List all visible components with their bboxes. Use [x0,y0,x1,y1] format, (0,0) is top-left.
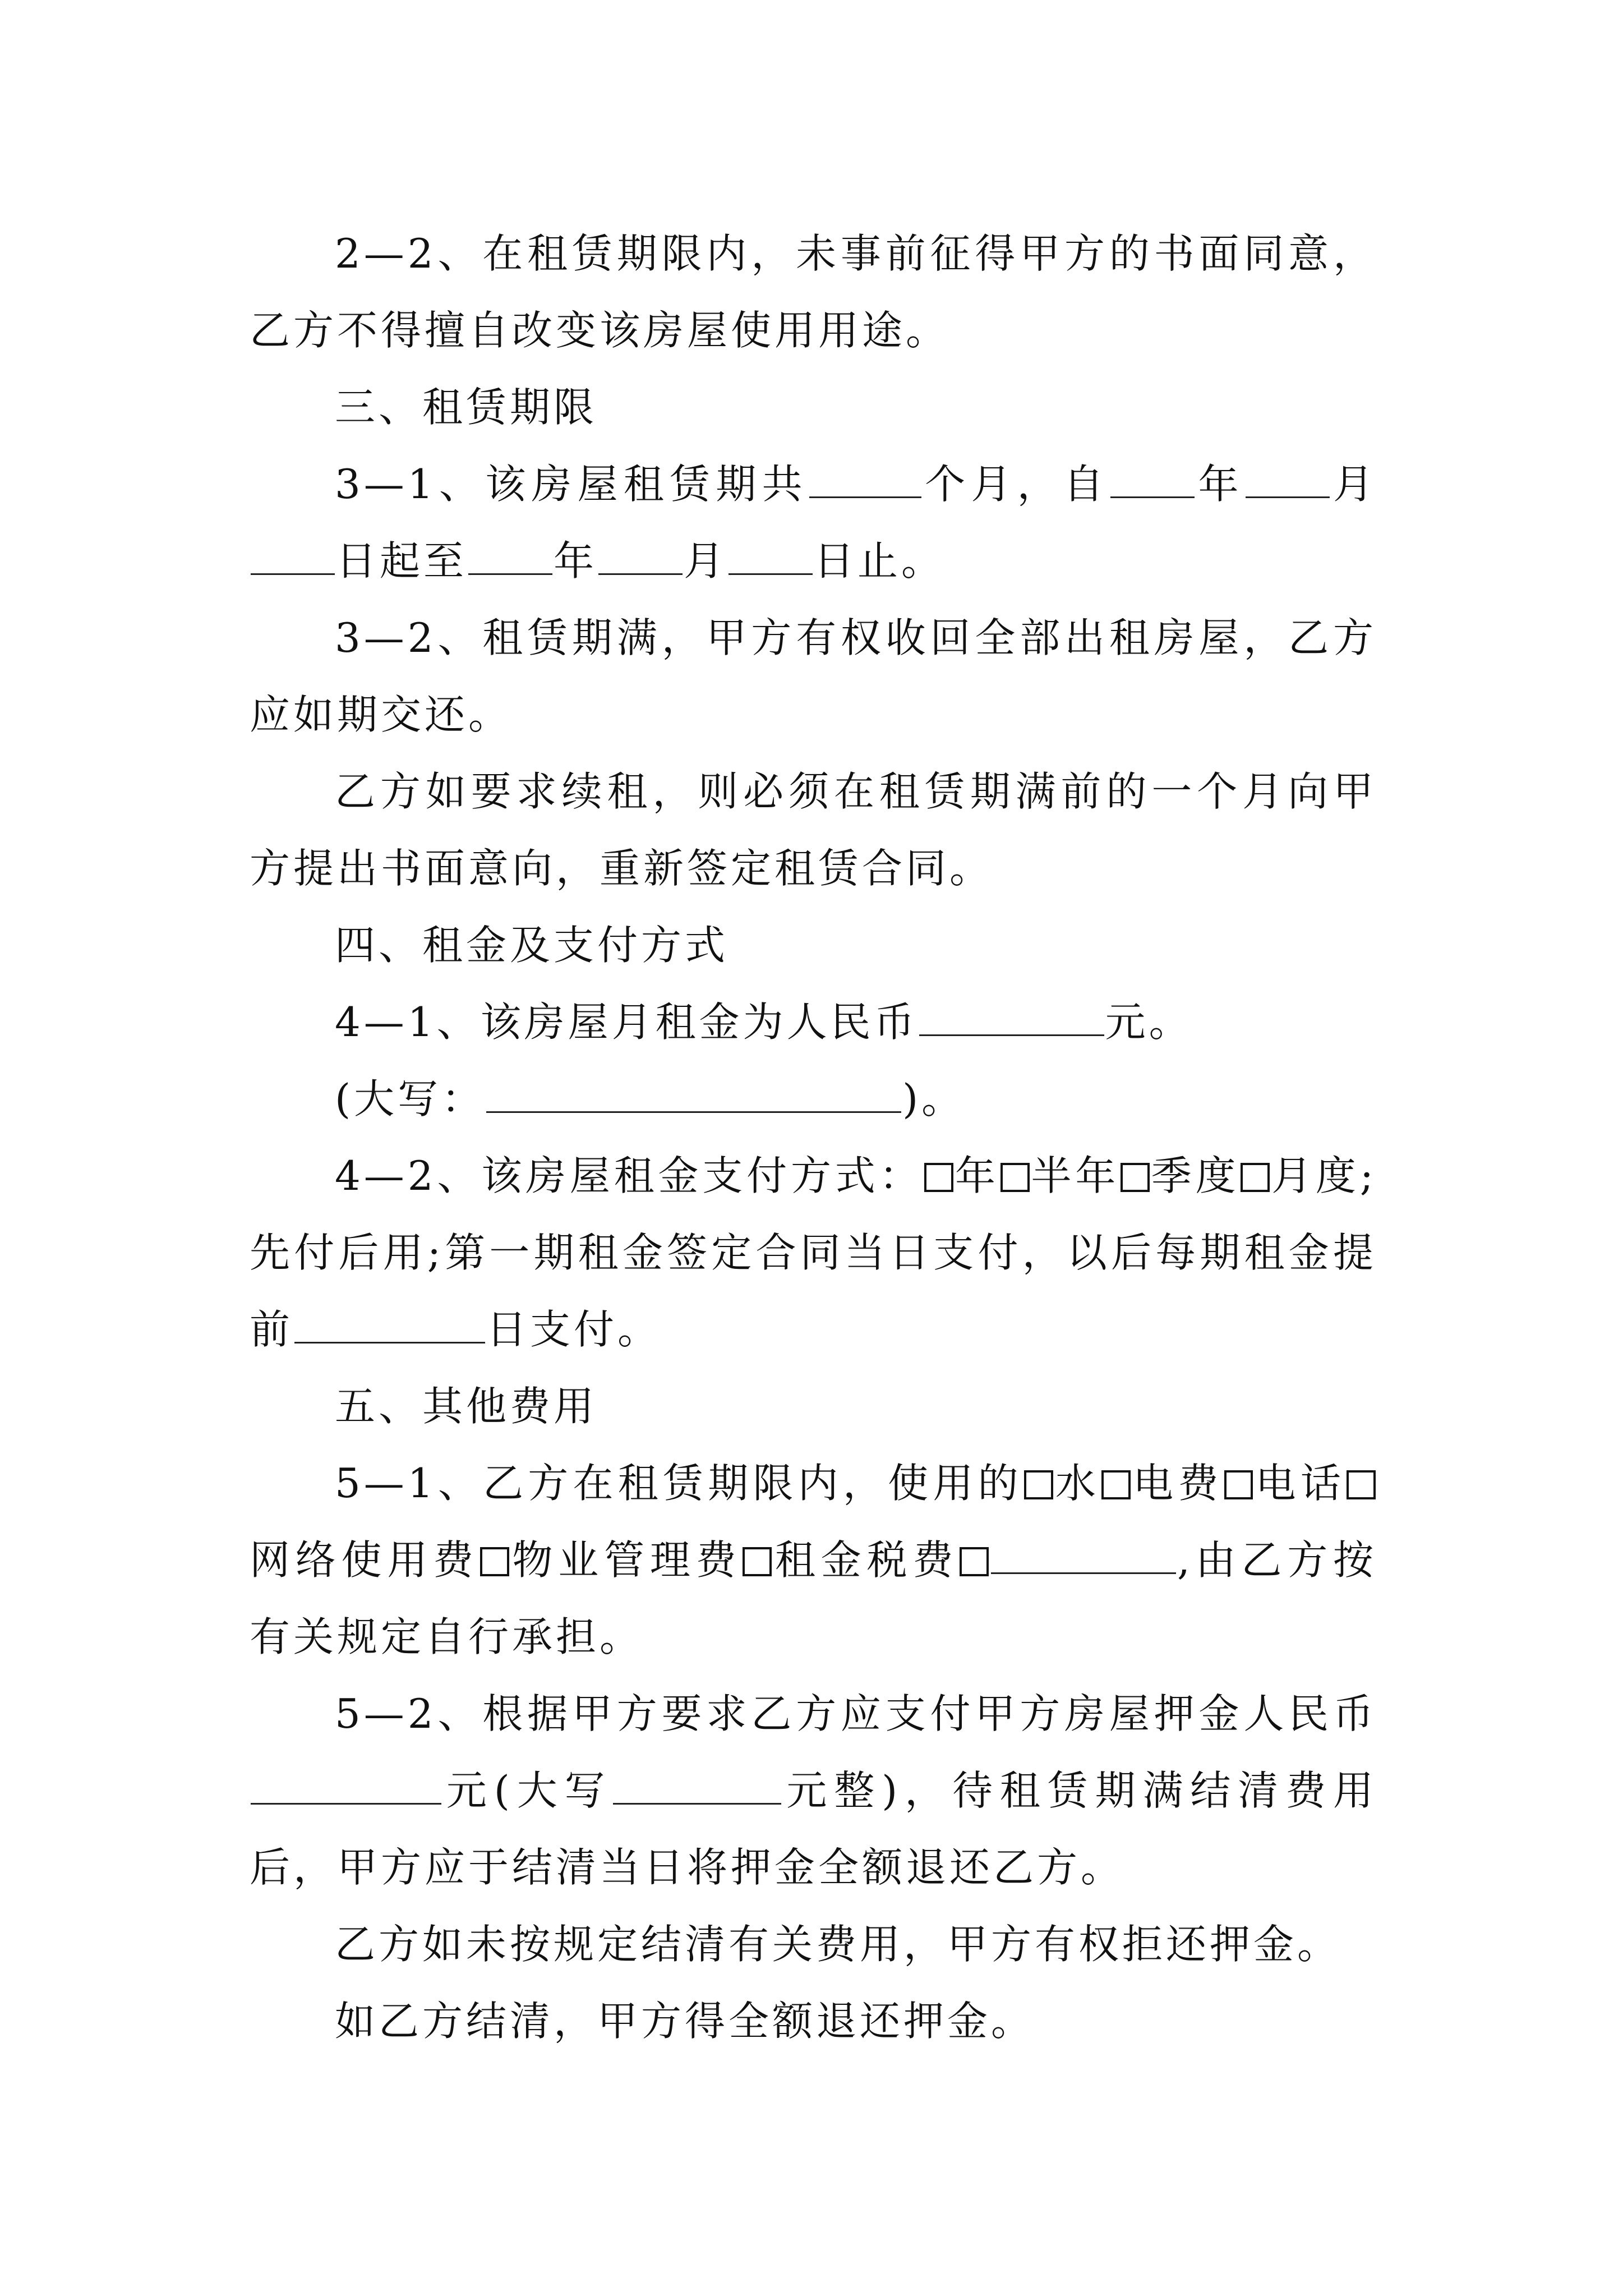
clause-3-2: 3—2、租赁期满，甲方有权收回全部出租房屋，乙方应如期交还。 [250,614,1377,738]
uppercase-amount-blank[interactable] [486,1079,901,1113]
clause-4-2-text: 日支付。 [486,1306,662,1353]
clause-5-2-text: 元整)，待租赁期满结清费用后，甲方应于结清当日将押金全额退还乙方。 [250,1767,1377,1891]
checkbox-quarterly[interactable] [1121,1163,1150,1192]
clause-3-1-text: 月 [1330,461,1377,508]
monthly-rent-blank[interactable] [919,1002,1104,1036]
clause-3-1-text: 日起至 [336,537,468,585]
end-month-blank[interactable] [598,541,683,575]
clause-5-2-text: 5—2、根据甲方要求乙方应支付甲方房屋押金人民币 [335,1690,1377,1737]
document-body [250,215,1377,2060]
deposit-amount-blank[interactable] [251,1770,441,1805]
checkbox-electricity[interactable] [1101,1470,1131,1499]
clause-5-1 [250,1445,1377,1676]
option-label: 物业管理费 [510,1536,742,1584]
deposit-refusal-clause: 乙方如未按规定结清有关费用，甲方有权拒还押金。 [335,1921,1341,1968]
clause-4-2-text: 4—2、该房屋租金支付方式： [335,1152,924,1199]
months-blank[interactable] [809,464,921,498]
start-day-blank[interactable] [251,541,335,575]
deposit-uppercase-blank[interactable] [613,1770,781,1805]
uppercase-label: )。 [902,1075,966,1122]
deposit-refund-clause: 如乙方结清，甲方得全额退还押金。 [335,1998,1035,2045]
clause-5-2-text: 元(大写 [442,1767,612,1814]
clause-5-2 [250,1676,1377,1906]
start-year-blank[interactable] [1110,464,1195,498]
clause-3-1-text: 月 [684,537,728,585]
checkbox-property-management[interactable] [480,1547,509,1576]
checkbox-telephone[interactable] [1224,1470,1253,1499]
start-month-blank[interactable] [1246,464,1330,498]
option-label: 半年 [1030,1152,1120,1199]
clause-4-1-uppercase [250,1061,1377,1138]
clause-3-1-text: 个月，自 [922,461,1110,508]
section-heading-lease-term: 三、租赁期限 [335,384,598,431]
clause-4-1-text: 元。 [1105,999,1193,1046]
checkbox-monthly[interactable] [1241,1163,1270,1192]
clause-2-2: 2—2、在租赁期限内，未事前征得甲方的书面同意，乙方不得擅自改变该房屋使用用途。 [250,230,1377,354]
clause-3-1 [250,446,1377,600]
option-label: 电话 [1254,1460,1346,1507]
checkbox-water[interactable] [1024,1470,1053,1499]
option-label: 月度;先付后用;第一期租金签定合同当日支付，以后每期租金提前 [250,1152,1377,1353]
clause-4-2 [250,1138,1377,1368]
option-label: 租金税费 [773,1536,959,1584]
uppercase-label: (大写： [335,1075,486,1122]
option-label: 电费 [1131,1460,1223,1507]
checkbox-internet[interactable] [1347,1470,1376,1499]
option-label: 季度 [1150,1152,1240,1199]
checkbox-other[interactable] [960,1547,989,1576]
clause-3-1-text: 日止。 [814,537,946,585]
option-label: 网络使用费 [250,1536,479,1584]
end-year-blank[interactable] [468,541,552,575]
clause-3-1-text: 3—1、该房屋租赁期共 [335,461,808,508]
clause-4-1-text: 4—1、该房屋月租金为人民币 [335,999,918,1046]
clause-4-1 [250,984,1377,1061]
end-day-blank[interactable] [728,541,813,575]
checkbox-yearly[interactable] [924,1163,953,1192]
checkbox-rent-tax[interactable] [743,1547,772,1576]
section-heading-rent: 四、租金及支付方式 [335,922,729,969]
other-fee-blank[interactable] [991,1540,1176,1574]
clause-3-1-text: 年 [554,537,598,585]
option-label: 年 [955,1152,999,1199]
advance-days-blank[interactable] [294,1309,485,1343]
clause-5-1-text: 5—1、乙方在租赁期限内，使用的 [335,1460,1023,1507]
clause-5-1-text: ,由乙方按有关规定自行承担。 [250,1536,1377,1660]
renewal-clause: 乙方如要求续租，则必须在租赁期满前的一个月向甲方提出书面意向，重新签定租赁合同。 [250,768,1377,892]
section-heading-other-fees: 五、其他费用 [335,1383,598,1430]
clause-3-1-text: 年 [1196,461,1244,508]
checkbox-half-year[interactable] [1000,1163,1030,1192]
option-label: 水 [1054,1460,1101,1507]
